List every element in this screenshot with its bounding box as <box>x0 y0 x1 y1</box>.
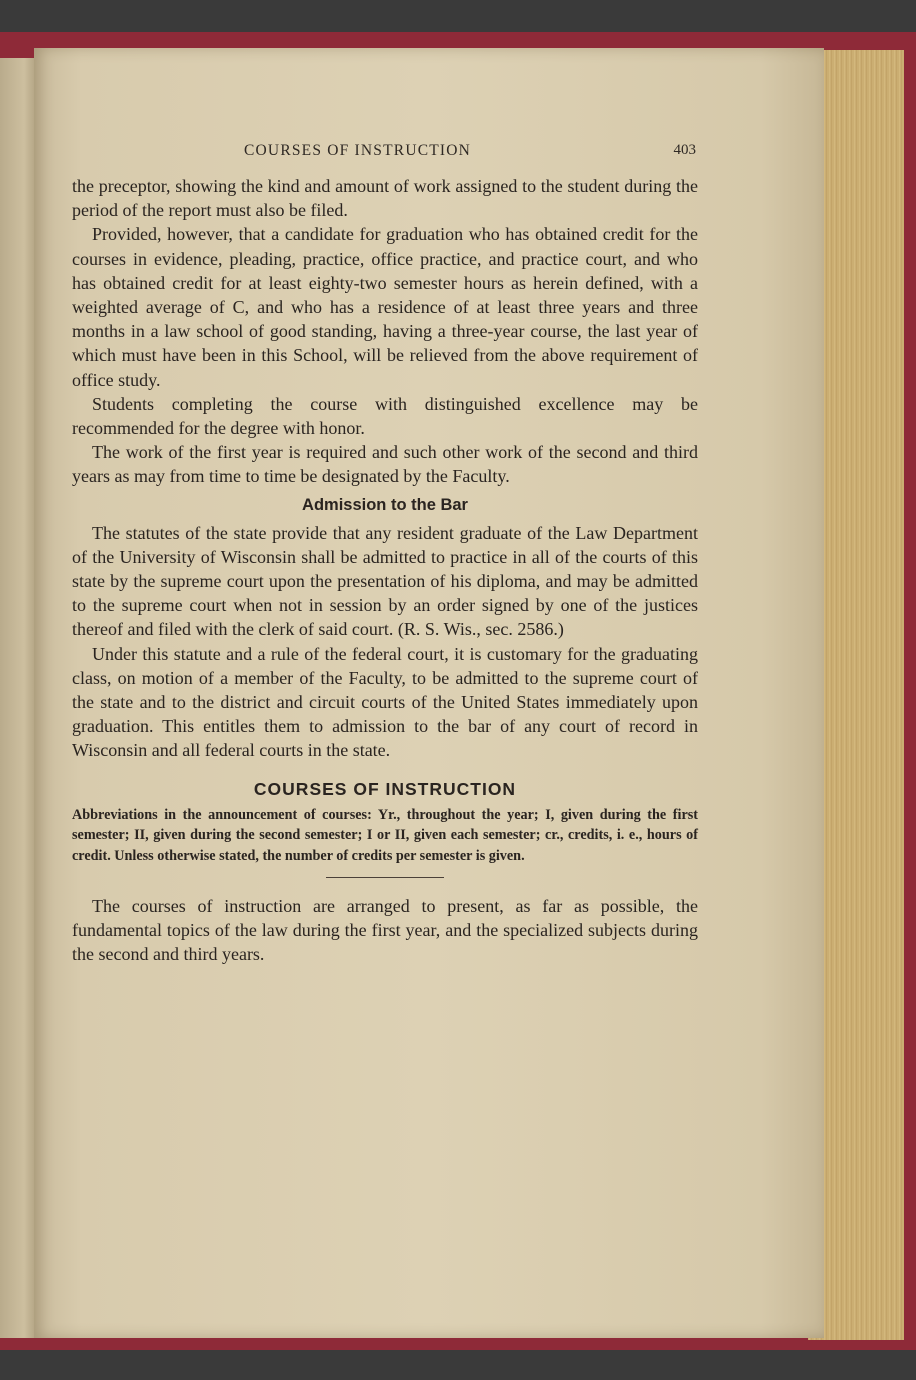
paragraph-first-year: The work of the first year is required and such other work of the second and third years as may from time to time be designated by the Faculty. <box>72 442 698 487</box>
page-number: 403 <box>673 142 696 158</box>
body-text-courses <box>72 894 698 966</box>
page-text-column <box>72 130 698 966</box>
abbreviations-note: Abbreviations in the announcement of courses: Yr., throughout the year; I, given during the first semester; II, given during the second semester; I or II, given each semester; cr., credits, i. e., hours of credit. Unless otherwise stated, the number of credits per semester is given. <box>72 806 698 865</box>
heading-courses-of-instruction: COURSES OF INSTRUCTION <box>253 778 517 799</box>
paragraph-provided: Provided, however, that a candidate for graduation who has obtained credit for the courses in evidence, pleading, practice, office practice, and practice court, and who has obtained credit for at least eighty-two semester hours as herein defined, with a weighted average of C, and who has a residence of at least three years and three months in a law school of good standing, having a three-year course, the last year of which must have been in this School, will be relieved from the above requirement of office study. <box>72 224 698 390</box>
paragraph-federal-rule: Under this statute and a rule of the federal court, it is customary for the graduating class, on motion of a member of the Faculty, to be admitted to the supreme court of the state and to the district and circuit courts of the United States immediately upon graduation. This entitles them to admission to the bar of any court of record in Wisconsin and all federal courts in the state. <box>72 643 698 761</box>
paragraph-statutes: The statutes of the state provide that any resident graduate of the Law Department of the University of Wisconsin shall be admitted to practice in all of the courts of this state by the supreme court upon the presentation of his diploma, and may be admitted to the supreme court when not in session by an order signed by one of the justices thereof and filed with the clerk of said court. (R. S. Wis., sec. 2586.) <box>72 522 698 640</box>
body-text-admission <box>72 521 698 763</box>
paragraph-courses-arranged: The courses of instruction are arranged to present, as far as possible, the fundamental topics of the law during the first year, and the specialized subjects during the second and third years. <box>72 896 698 965</box>
section-divider-rule <box>326 877 444 878</box>
heading-admission-to-bar: Admission to the Bar <box>302 495 468 514</box>
body-text-top <box>72 174 698 489</box>
page-header <box>72 130 698 174</box>
running-head: COURSES OF INSTRUCTION <box>244 142 472 159</box>
paragraph-honor: Students completing the course with distinguished excellence may be recommended for the degree with honor. <box>72 393 698 439</box>
paragraph-preceptor: the preceptor, showing the kind and amount of work assigned to the student during the period of the report must also be filed. <box>72 176 698 221</box>
